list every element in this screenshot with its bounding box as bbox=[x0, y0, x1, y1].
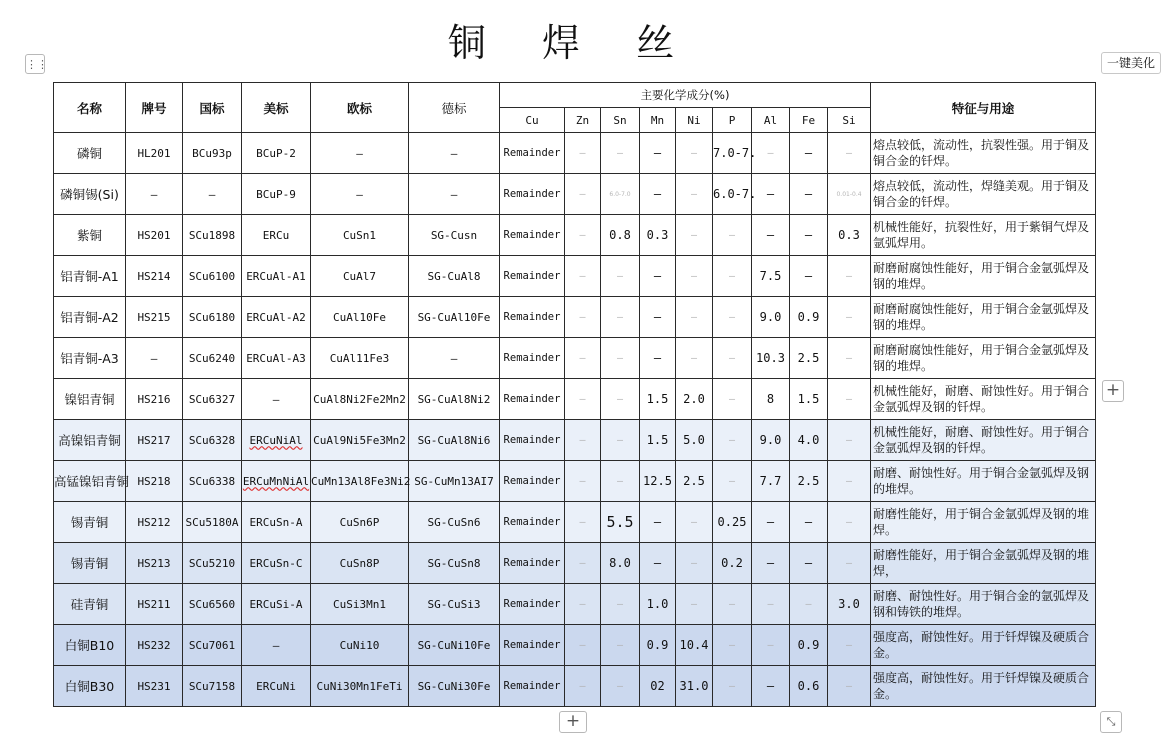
cell-al: – bbox=[752, 584, 790, 625]
header-element: Ni bbox=[676, 108, 713, 133]
cell-cu: Remainder bbox=[500, 338, 565, 379]
cell-din: — bbox=[409, 174, 500, 215]
cell-grade: HL201 bbox=[126, 133, 183, 174]
header-element: Zn bbox=[565, 108, 601, 133]
cell-ni: – bbox=[676, 502, 713, 543]
cell-grade: HS212 bbox=[126, 502, 183, 543]
drag-handle-icon[interactable]: ⋮⋮ bbox=[25, 54, 45, 74]
cell-si: – bbox=[828, 666, 871, 707]
cell-si: 3.0 bbox=[828, 584, 871, 625]
cell-si: – bbox=[828, 420, 871, 461]
cell-al: — bbox=[752, 174, 790, 215]
header-element: Fe bbox=[790, 108, 828, 133]
cell-use: 强度高，耐蚀性好。用于钎焊镍及硬质合金。 bbox=[871, 625, 1096, 666]
cell-gb: SCu7061 bbox=[183, 625, 242, 666]
cell-name: 白铜B30 bbox=[54, 666, 126, 707]
cell-p: – bbox=[713, 215, 752, 256]
cell-aws: BCuP-9 bbox=[242, 174, 311, 215]
table-row bbox=[54, 215, 1096, 256]
cell-p: – bbox=[713, 666, 752, 707]
table-row bbox=[54, 256, 1096, 297]
cell-si: – bbox=[828, 338, 871, 379]
cell-aws: ERCuSi-A bbox=[242, 584, 311, 625]
cell-din: SG-CuSn8 bbox=[409, 543, 500, 584]
cell-fe: 0.9 bbox=[790, 297, 828, 338]
header-aws: 美标 bbox=[242, 83, 311, 133]
cell-en: CuNi10 bbox=[311, 625, 409, 666]
onekey-beautify-button[interactable]: 一键美化 bbox=[1101, 52, 1161, 74]
cell-gb: SCu7158 bbox=[183, 666, 242, 707]
cell-zn: – bbox=[565, 215, 601, 256]
cell-grade: HS214 bbox=[126, 256, 183, 297]
cell-al: — bbox=[752, 502, 790, 543]
cell-aws: – bbox=[242, 625, 311, 666]
cell-din: SG-Cusn bbox=[409, 215, 500, 256]
cell-si: – bbox=[828, 256, 871, 297]
cell-al: — bbox=[752, 666, 790, 707]
cell-use: 熔点较低，流动性，抗裂性强。用于铜及铜合金的钎焊。 bbox=[871, 133, 1096, 174]
cell-zn: – bbox=[565, 543, 601, 584]
table-row bbox=[54, 379, 1096, 420]
cell-zn: – bbox=[565, 174, 601, 215]
table-row bbox=[54, 174, 1096, 215]
cell-gb: SCu6328 bbox=[183, 420, 242, 461]
cell-fe: — bbox=[790, 256, 828, 297]
header-element: Cu bbox=[500, 108, 565, 133]
cell-name: 白铜B10 bbox=[54, 625, 126, 666]
cell-grade: – bbox=[126, 338, 183, 379]
cell-gb: SCu6100 bbox=[183, 256, 242, 297]
cell-aws: ERCuSn-A bbox=[242, 502, 311, 543]
header-name: 名称 bbox=[54, 83, 126, 133]
cell-grade: HS201 bbox=[126, 215, 183, 256]
cell-fe: 4.0 bbox=[790, 420, 828, 461]
cell-al: 10.3 bbox=[752, 338, 790, 379]
cell-din: SG-CuAl10Fe bbox=[409, 297, 500, 338]
cell-p: 0.2 bbox=[713, 543, 752, 584]
cell-zn: – bbox=[565, 584, 601, 625]
cell-fe: — bbox=[790, 133, 828, 174]
table-body bbox=[54, 133, 1096, 707]
cell-si: – bbox=[828, 133, 871, 174]
cell-sn: – bbox=[601, 461, 640, 502]
cell-fe: — bbox=[790, 215, 828, 256]
table-row bbox=[54, 461, 1096, 502]
cell-sn: – bbox=[601, 584, 640, 625]
cell-ni: 2.0 bbox=[676, 379, 713, 420]
cell-ni: – bbox=[676, 297, 713, 338]
header-element: P bbox=[713, 108, 752, 133]
cell-cu: Remainder bbox=[500, 543, 565, 584]
cell-mn: 1.5 bbox=[640, 420, 676, 461]
cell-en: CuAl10Fe bbox=[311, 297, 409, 338]
cell-ni: 5.0 bbox=[676, 420, 713, 461]
page-title: 铜 焊 丝 bbox=[447, 21, 697, 65]
cell-use: 机械性能好，抗裂性好，用于紫铜气焊及氩弧焊用。 bbox=[871, 215, 1096, 256]
cell-grade: HS215 bbox=[126, 297, 183, 338]
cell-fe: 2.5 bbox=[790, 461, 828, 502]
cell-din: SG-CuSn6 bbox=[409, 502, 500, 543]
cell-al: – bbox=[752, 133, 790, 174]
cell-name: 高锰镍铝青铜 bbox=[54, 461, 126, 502]
cell-use: 机械性能好，耐磨、耐蚀性好。用于铜合金氩弧焊及钢的钎焊。 bbox=[871, 379, 1096, 420]
cell-cu: Remainder bbox=[500, 256, 565, 297]
cell-aws: ERCu bbox=[242, 215, 311, 256]
cell-al: 7.7 bbox=[752, 461, 790, 502]
cell-ni: 31.0 bbox=[676, 666, 713, 707]
cell-cu: Remainder bbox=[500, 133, 565, 174]
cell-cu: Remainder bbox=[500, 666, 565, 707]
cell-sn: – bbox=[601, 133, 640, 174]
cell-cu: Remainder bbox=[500, 379, 565, 420]
add-column-plus-icon[interactable]: + bbox=[1102, 380, 1124, 402]
cell-al: 9.0 bbox=[752, 420, 790, 461]
cell-cu: Remainder bbox=[500, 420, 565, 461]
cell-gb: BCu93p bbox=[183, 133, 242, 174]
cell-zn: – bbox=[565, 666, 601, 707]
cell-mn: — bbox=[640, 256, 676, 297]
cell-si: – bbox=[828, 379, 871, 420]
cell-p: – bbox=[713, 461, 752, 502]
cell-mn: 0.3 bbox=[640, 215, 676, 256]
cell-p: – bbox=[713, 338, 752, 379]
cell-din: SG-CuNi10Fe bbox=[409, 625, 500, 666]
cell-ni: – bbox=[676, 338, 713, 379]
cell-sn: 0.8 bbox=[601, 215, 640, 256]
cell-gb: SCu5210 bbox=[183, 543, 242, 584]
cell-name: 铝青铜-A3 bbox=[54, 338, 126, 379]
cell-grade: HS211 bbox=[126, 584, 183, 625]
cell-name: 磷铜锡(Si) bbox=[54, 174, 126, 215]
cell-name: 高镍铝青铜 bbox=[54, 420, 126, 461]
cell-fe: 0.9 bbox=[790, 625, 828, 666]
cell-use: 耐磨耐腐蚀性能好，用于铜合金氩弧焊及钢的堆焊。 bbox=[871, 338, 1096, 379]
cell-sn: – bbox=[601, 379, 640, 420]
cell-fe: 2.5 bbox=[790, 338, 828, 379]
cell-aws: ERCuSn-C bbox=[242, 543, 311, 584]
cell-al: 8 bbox=[752, 379, 790, 420]
cell-name: 紫铜 bbox=[54, 215, 126, 256]
cell-ni: – bbox=[676, 174, 713, 215]
cell-en: CuSn1 bbox=[311, 215, 409, 256]
cell-name: 磷铜 bbox=[54, 133, 126, 174]
cell-din: SG-CuMn13AI7 bbox=[409, 461, 500, 502]
header-element: Mn bbox=[640, 108, 676, 133]
cell-sn: – bbox=[601, 256, 640, 297]
copper-wire-table bbox=[53, 82, 1096, 707]
cell-aws: ERCuNi bbox=[242, 666, 311, 707]
cell-zn: – bbox=[565, 256, 601, 297]
cell-p: 7.0-7. bbox=[713, 133, 752, 174]
header-element: Si bbox=[828, 108, 871, 133]
cell-cu: Remainder bbox=[500, 297, 565, 338]
cell-grade: HS218 bbox=[126, 461, 183, 502]
cell-sn: – bbox=[601, 625, 640, 666]
cell-ni: – bbox=[676, 215, 713, 256]
cell-grade: — bbox=[126, 174, 183, 215]
cell-en: CuMn13Al8Fe3Ni2 bbox=[311, 461, 409, 502]
table-row bbox=[54, 666, 1096, 707]
cell-fe: 1.5 bbox=[790, 379, 828, 420]
cell-en: CuAl8Ni2Fe2Mn2 bbox=[311, 379, 409, 420]
cell-name: 硅青铜 bbox=[54, 584, 126, 625]
cell-p: – bbox=[713, 379, 752, 420]
cell-zn: – bbox=[565, 625, 601, 666]
cell-si: – bbox=[828, 297, 871, 338]
cell-fe: — bbox=[790, 543, 828, 584]
cell-use: 强度高，耐蚀性好。用于钎焊镍及硬质合金。 bbox=[871, 666, 1096, 707]
cell-gb: SCu1898 bbox=[183, 215, 242, 256]
cell-si: – bbox=[828, 625, 871, 666]
cell-grade: HS232 bbox=[126, 625, 183, 666]
cell-sn: – bbox=[601, 338, 640, 379]
cell-p: – bbox=[713, 584, 752, 625]
resize-icon[interactable]: ⤡ bbox=[1100, 711, 1122, 733]
cell-grade: HS217 bbox=[126, 420, 183, 461]
cell-gb: — bbox=[183, 174, 242, 215]
cell-en: CuAl11Fe3 bbox=[311, 338, 409, 379]
table-row bbox=[54, 625, 1096, 666]
cell-en: CuNi30Mn1FeTi bbox=[311, 666, 409, 707]
cell-zn: – bbox=[565, 338, 601, 379]
cell-zn: – bbox=[565, 379, 601, 420]
add-row-plus-icon[interactable]: + bbox=[559, 711, 587, 733]
cell-al: — bbox=[752, 543, 790, 584]
cell-din: SG-CuAl8Ni6 bbox=[409, 420, 500, 461]
header-grade: 牌号 bbox=[126, 83, 183, 133]
cell-cu: Remainder bbox=[500, 584, 565, 625]
cell-aws: ERCuAl-A1 bbox=[242, 256, 311, 297]
cell-use: 耐磨性能好，用于铜合金氩弧焊及钢的堆焊， bbox=[871, 543, 1096, 584]
cell-mn: — bbox=[640, 133, 676, 174]
header-gb: 国标 bbox=[183, 83, 242, 133]
cell-din: SG-CuSi3 bbox=[409, 584, 500, 625]
cell-mn: — bbox=[640, 502, 676, 543]
table-row bbox=[54, 297, 1096, 338]
cell-mn: — bbox=[640, 338, 676, 379]
cell-zn: – bbox=[565, 420, 601, 461]
cell-din: SG-CuAl8 bbox=[409, 256, 500, 297]
cell-fe: 0.6 bbox=[790, 666, 828, 707]
cell-aws: ERCuMnNiAl bbox=[242, 461, 311, 502]
cell-zn: – bbox=[565, 502, 601, 543]
table-row bbox=[54, 502, 1096, 543]
cell-fe: – bbox=[790, 584, 828, 625]
cell-sn: – bbox=[601, 420, 640, 461]
cell-din: SG-CuNi30Fe bbox=[409, 666, 500, 707]
cell-sn: 8.0 bbox=[601, 543, 640, 584]
cell-use: 耐磨、耐蚀性好。用于铜合金氩弧焊及钢的堆焊。 bbox=[871, 461, 1096, 502]
cell-name: 锡青铜 bbox=[54, 502, 126, 543]
cell-ni: – bbox=[676, 133, 713, 174]
cell-name: 铝青铜-A2 bbox=[54, 297, 126, 338]
table-row bbox=[54, 420, 1096, 461]
header-element: Al bbox=[752, 108, 790, 133]
cell-en: — bbox=[311, 174, 409, 215]
cell-p: 6.0-7. bbox=[713, 174, 752, 215]
cell-en: CuAl7 bbox=[311, 256, 409, 297]
cell-aws: ERCuNiAl bbox=[242, 420, 311, 461]
cell-sn: 5.5 bbox=[601, 502, 640, 543]
cell-si: – bbox=[828, 543, 871, 584]
cell-ni: 2.5 bbox=[676, 461, 713, 502]
cell-fe: — bbox=[790, 502, 828, 543]
table-row bbox=[54, 584, 1096, 625]
cell-gb: SCu6338 bbox=[183, 461, 242, 502]
cell-mn: 12.5 bbox=[640, 461, 676, 502]
cell-mn: 1.5 bbox=[640, 379, 676, 420]
cell-sn: – bbox=[601, 297, 640, 338]
cell-mn: — bbox=[640, 297, 676, 338]
cell-zn: – bbox=[565, 461, 601, 502]
cell-cu: Remainder bbox=[500, 174, 565, 215]
cell-mn: 1.0 bbox=[640, 584, 676, 625]
header-use: 特征与用途 bbox=[871, 83, 1096, 133]
header-din: 德标 bbox=[409, 83, 500, 133]
table-row bbox=[54, 543, 1096, 584]
cell-ni: – bbox=[676, 584, 713, 625]
cell-zn: – bbox=[565, 133, 601, 174]
cell-en: CuSi3Mn1 bbox=[311, 584, 409, 625]
cell-gb: SCu6180 bbox=[183, 297, 242, 338]
cell-mn: 02 bbox=[640, 666, 676, 707]
cell-al: 9.0 bbox=[752, 297, 790, 338]
cell-sn: – bbox=[601, 666, 640, 707]
cell-ni: – bbox=[676, 543, 713, 584]
cell-al: – bbox=[752, 625, 790, 666]
cell-cu: Remainder bbox=[500, 215, 565, 256]
cell-ni: – bbox=[676, 256, 713, 297]
cell-si: 0.01-0.4 bbox=[828, 174, 871, 215]
cell-gb: SCu6240 bbox=[183, 338, 242, 379]
cell-aws: — bbox=[242, 379, 311, 420]
cell-en: CuSn8P bbox=[311, 543, 409, 584]
header-composition: 主要化学成分(%) bbox=[500, 83, 871, 108]
cell-use: 耐磨耐腐蚀性能好，用于铜合金氩弧焊及钢的堆焊。 bbox=[871, 297, 1096, 338]
cell-en: CuAl9Ni5Fe3Mn2 bbox=[311, 420, 409, 461]
cell-p: 0.25 bbox=[713, 502, 752, 543]
cell-use: 耐磨、耐蚀性好。用于铜合金的氩弧焊及钢和铸铁的堆焊。 bbox=[871, 584, 1096, 625]
cell-name: 锡青铜 bbox=[54, 543, 126, 584]
cell-en: — bbox=[311, 133, 409, 174]
cell-zn: – bbox=[565, 297, 601, 338]
cell-use: 机械性能好，耐磨、耐蚀性好。用于铜合金氩弧焊及钢的钎焊。 bbox=[871, 420, 1096, 461]
cell-fe: — bbox=[790, 174, 828, 215]
cell-din: – bbox=[409, 338, 500, 379]
cell-mn: — bbox=[640, 543, 676, 584]
cell-al: — bbox=[752, 215, 790, 256]
cell-p: – bbox=[713, 420, 752, 461]
cell-din: SG-CuAl8Ni2 bbox=[409, 379, 500, 420]
cell-use: 耐磨耐腐蚀性能好，用于铜合金氩弧焊及钢的堆焊。 bbox=[871, 256, 1096, 297]
cell-si: 0.3 bbox=[828, 215, 871, 256]
cell-mn: — bbox=[640, 174, 676, 215]
cell-grade: HS216 bbox=[126, 379, 183, 420]
cell-use: 熔点较低，流动性，焊缝美观。用于铜及铜合金的钎焊。 bbox=[871, 174, 1096, 215]
cell-sn: 6.0-7.0 bbox=[601, 174, 640, 215]
cell-p: – bbox=[713, 297, 752, 338]
cell-aws: ERCuAl-A2 bbox=[242, 297, 311, 338]
cell-din: — bbox=[409, 133, 500, 174]
cell-grade: HS213 bbox=[126, 543, 183, 584]
header-element: Sn bbox=[601, 108, 640, 133]
cell-cu: Remainder bbox=[500, 502, 565, 543]
cell-cu: Remainder bbox=[500, 625, 565, 666]
cell-use: 耐磨性能好，用于铜合金氩弧焊及钢的堆焊。 bbox=[871, 502, 1096, 543]
cell-gb: SCu6327 bbox=[183, 379, 242, 420]
cell-al: 7.5 bbox=[752, 256, 790, 297]
cell-gb: SCu5180A bbox=[183, 502, 242, 543]
cell-aws: BCuP-2 bbox=[242, 133, 311, 174]
table-row bbox=[54, 133, 1096, 174]
cell-cu: Remainder bbox=[500, 461, 565, 502]
cell-name: 镍铝青铜 bbox=[54, 379, 126, 420]
header-en: 欧标 bbox=[311, 83, 409, 133]
cell-ni: 10.4 bbox=[676, 625, 713, 666]
cell-p: – bbox=[713, 256, 752, 297]
cell-p: – bbox=[713, 625, 752, 666]
cell-si: – bbox=[828, 502, 871, 543]
cell-grade: HS231 bbox=[126, 666, 183, 707]
table-row bbox=[54, 338, 1096, 379]
cell-mn: 0.9 bbox=[640, 625, 676, 666]
cell-aws: ERCuAl-A3 bbox=[242, 338, 311, 379]
cell-name: 铝青铜-A1 bbox=[54, 256, 126, 297]
cell-en: CuSn6P bbox=[311, 502, 409, 543]
cell-si: – bbox=[828, 461, 871, 502]
cell-gb: SCu6560 bbox=[183, 584, 242, 625]
